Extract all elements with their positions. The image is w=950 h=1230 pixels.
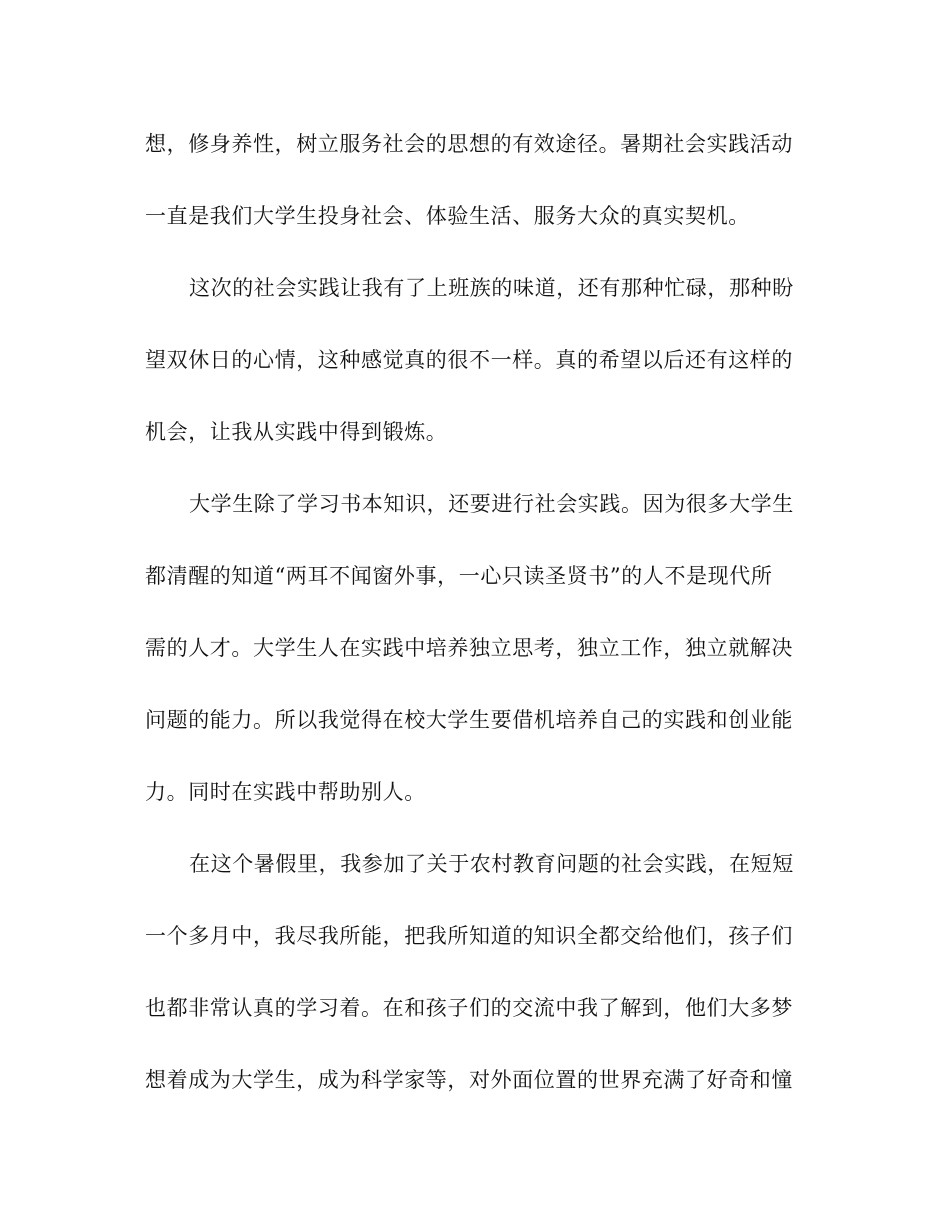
text-line: 机会，让我从实践中得到锻炼。 [145,420,448,444]
text-line: 望双休日的心情，这种感觉真的很不一样。真的希望以后还有这样的 [145,348,793,372]
body-text [145,118,800,1126]
text-line: 都清醒的知道“两耳不闻窗外事，一心只读圣贤书”的人不是现代所 [145,564,773,588]
text-line: 一直是我们大学生投身社会、体验生活、服务大众的真实契机。 [145,204,750,228]
text-line: 问题的能力。所以我觉得在校大学生要借机培养自己的实践和创业能 [145,708,793,732]
text-line: 力。同时在实践中帮助别人。 [145,780,426,804]
text-line: 一个多月中，我尽我所能，把我所知道的知识全都交给他们，孩子们 [145,924,793,948]
text-line: 也都非常认真的学习着。在和孩子们的交流中我了解到，他们大多梦 [145,996,793,1020]
paragraph-start-line: 在这个暑假里，我参加了关于农村教育问题的社会实践，在短短 [189,852,794,876]
paragraph-start-line: 这次的社会实践让我有了上班族的味道，还有那种忙碌，那种盼 [189,276,794,300]
paragraph-start-line: 大学生除了学习书本知识，还要进行社会实践。因为很多大学生 [189,492,794,516]
text-line: 想，修身养性，树立服务社会的思想的有效途径。暑期社会实践活动 [145,132,793,156]
text-line: 需的人才。大学生人在实践中培养独立思考，独立工作，独立就解决 [145,636,793,660]
text-line: 想着成为大学生，成为科学家等，对外面位置的世界充满了好奇和憧 [145,1068,793,1092]
